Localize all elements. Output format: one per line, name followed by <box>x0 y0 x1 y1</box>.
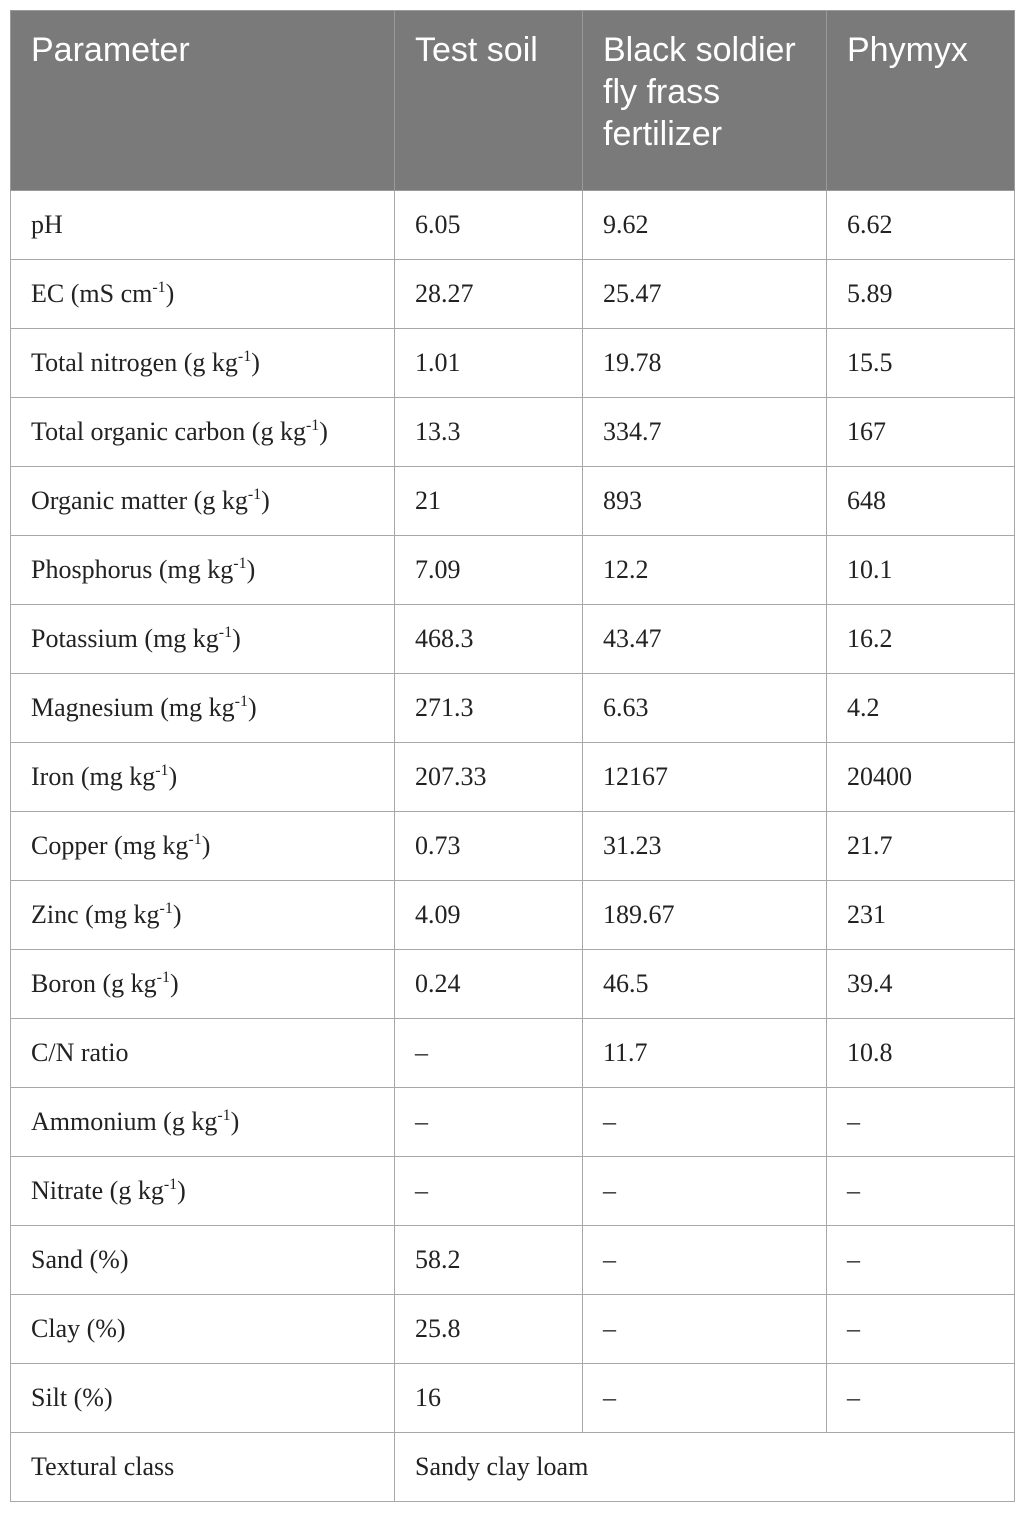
parameter-label: Total organic carbon (g kg <box>31 417 306 446</box>
table-header <box>11 11 1015 191</box>
parameter-cell <box>11 191 395 260</box>
test-soil-value: – <box>395 1019 583 1088</box>
table-row <box>11 398 1015 467</box>
parameter-label: Potassium (mg kg <box>31 624 219 653</box>
table-row <box>11 812 1015 881</box>
parameter-label: Copper (mg kg <box>31 831 189 860</box>
table-row <box>11 743 1015 812</box>
table-row <box>11 1364 1015 1433</box>
parameter-label: Zinc (mg kg <box>31 900 160 929</box>
parameter-label-close: ) <box>247 693 257 722</box>
unit-exponent: -1 <box>218 624 233 641</box>
table-row-textural-class <box>11 1433 1015 1502</box>
unit-exponent: -1 <box>237 348 252 365</box>
parameter-cell <box>11 812 395 881</box>
phymyx-value: 15.5 <box>827 329 1015 398</box>
bsf-frass-value: 334.7 <box>583 398 827 467</box>
phymyx-value: 4.2 <box>827 674 1015 743</box>
test-soil-value: 0.24 <box>395 950 583 1019</box>
unit-exponent: -1 <box>305 417 320 434</box>
parameter-label: Organic matter (g kg <box>31 486 248 515</box>
parameter-label: C/N ratio <box>31 1038 129 1067</box>
parameter-label-close: ) <box>246 555 256 584</box>
parameter-label: Sand (%) <box>31 1245 129 1274</box>
phymyx-value: 10.8 <box>827 1019 1015 1088</box>
table-row <box>11 536 1015 605</box>
parameter-cell <box>11 881 395 950</box>
parameter-label: Iron (mg kg <box>31 762 156 791</box>
header-parameter: Parameter <box>11 11 395 191</box>
unit-exponent: -1 <box>247 486 262 503</box>
phymyx-value: 16.2 <box>827 605 1015 674</box>
unit-exponent: -1 <box>234 693 248 710</box>
phymyx-value: 648 <box>827 467 1015 536</box>
bsf-frass-value: – <box>583 1157 827 1226</box>
test-soil-value: 58.2 <box>395 1226 583 1295</box>
parameter-cell <box>11 260 395 329</box>
parameter-label-close: ) <box>251 348 260 377</box>
bsf-frass-value: 9.62 <box>583 191 827 260</box>
phymyx-value: 39.4 <box>827 950 1015 1019</box>
unit-exponent: -1 <box>155 762 169 779</box>
unit-exponent: -1 <box>217 1107 231 1124</box>
parameter-cell <box>11 605 395 674</box>
parameter-label: Total nitrogen (g kg <box>31 348 238 377</box>
phymyx-value: 167 <box>827 398 1015 467</box>
test-soil-value: – <box>395 1157 583 1226</box>
bsf-frass-value: 46.5 <box>583 950 827 1019</box>
phymyx-value: 5.89 <box>827 260 1015 329</box>
table-row <box>11 467 1015 536</box>
phymyx-value: – <box>827 1088 1015 1157</box>
parameter-label: Silt (%) <box>31 1383 113 1412</box>
parameter-label: Magnesium (mg kg <box>31 693 235 722</box>
textural-class-value: Sandy clay loam <box>395 1433 1015 1502</box>
parameter-label-close: ) <box>165 279 175 308</box>
test-soil-value: 7.09 <box>395 536 583 605</box>
parameter-label: Clay (%) <box>31 1314 126 1343</box>
phymyx-value: – <box>827 1157 1015 1226</box>
phymyx-value: 21.7 <box>827 812 1015 881</box>
table-row <box>11 881 1015 950</box>
parameter-cell <box>11 329 395 398</box>
test-soil-value: – <box>395 1088 583 1157</box>
test-soil-value: 13.3 <box>395 398 583 467</box>
unit-exponent: -1 <box>159 900 173 917</box>
parameter-cell <box>11 674 395 743</box>
parameter-cell <box>11 536 395 605</box>
test-soil-value: 0.73 <box>395 812 583 881</box>
bsf-frass-value: 11.7 <box>583 1019 827 1088</box>
soil-fertilizer-properties-table <box>10 10 1015 1502</box>
test-soil-value: 16 <box>395 1364 583 1433</box>
parameter-label-close: ) <box>319 417 328 446</box>
parameter-cell <box>11 1019 395 1088</box>
parameter-label-close: ) <box>177 1176 186 1205</box>
unit-exponent: -1 <box>152 279 166 296</box>
bsf-frass-value: 31.23 <box>583 812 827 881</box>
parameter-cell <box>11 1226 395 1295</box>
parameter-label: Nitrate (g kg <box>31 1176 164 1205</box>
phymyx-value: 10.1 <box>827 536 1015 605</box>
parameter-label: EC (mS cm <box>31 279 153 308</box>
table-row <box>11 950 1015 1019</box>
parameter-cell <box>11 467 395 536</box>
parameter-label-close: ) <box>201 831 211 860</box>
parameter-label: Ammonium (g kg <box>31 1107 218 1136</box>
phymyx-value: – <box>827 1295 1015 1364</box>
parameter-cell: Textural class <box>11 1433 395 1502</box>
test-soil-value: 1.01 <box>395 329 583 398</box>
parameter-cell <box>11 743 395 812</box>
header-bsf-frass-fertilizer: Black soldier fly frass fertilizer <box>583 11 827 191</box>
test-soil-value: 21 <box>395 467 583 536</box>
parameter-label-close: ) <box>170 969 179 998</box>
parameter-label-close: ) <box>168 762 178 791</box>
bsf-frass-value: – <box>583 1295 827 1364</box>
unit-exponent: -1 <box>188 831 202 848</box>
table-row <box>11 191 1015 260</box>
parameter-label-close: ) <box>261 486 270 515</box>
table-row <box>11 1088 1015 1157</box>
test-soil-value: 6.05 <box>395 191 583 260</box>
phymyx-value: – <box>827 1226 1015 1295</box>
table-row <box>11 260 1015 329</box>
table-body <box>11 191 1015 1502</box>
test-soil-value: 25.8 <box>395 1295 583 1364</box>
table-row <box>11 329 1015 398</box>
header-test-soil: Test soil <box>395 11 583 191</box>
unit-exponent: -1 <box>156 969 170 986</box>
table-row <box>11 674 1015 743</box>
bsf-frass-value: 12167 <box>583 743 827 812</box>
parameter-label-close: ) <box>172 900 182 929</box>
table-row <box>11 605 1015 674</box>
parameter-cell <box>11 1088 395 1157</box>
bsf-frass-value: 25.47 <box>583 260 827 329</box>
phymyx-value: 20400 <box>827 743 1015 812</box>
parameter-label: Phosphorus (mg kg <box>31 555 234 584</box>
bsf-frass-value: – <box>583 1364 827 1433</box>
unit-exponent: -1 <box>163 1176 178 1193</box>
parameter-label: pH <box>31 210 63 239</box>
parameter-label-close: ) <box>230 1107 240 1136</box>
table-row <box>11 1019 1015 1088</box>
test-soil-value: 4.09 <box>395 881 583 950</box>
parameter-cell <box>11 398 395 467</box>
bsf-frass-value: 6.63 <box>583 674 827 743</box>
bsf-frass-value: – <box>583 1088 827 1157</box>
table-row <box>11 1226 1015 1295</box>
phymyx-value: – <box>827 1364 1015 1433</box>
bsf-frass-value: 43.47 <box>583 605 827 674</box>
bsf-frass-value: 189.67 <box>583 881 827 950</box>
parameter-label-close: ) <box>232 624 241 653</box>
header-phymyx: Phymyx <box>827 11 1015 191</box>
parameter-cell <box>11 1295 395 1364</box>
phymyx-value: 231 <box>827 881 1015 950</box>
test-soil-value: 468.3 <box>395 605 583 674</box>
parameter-cell <box>11 1364 395 1433</box>
parameter-cell <box>11 1157 395 1226</box>
bsf-frass-value: 893 <box>583 467 827 536</box>
test-soil-value: 207.33 <box>395 743 583 812</box>
parameter-label: Boron (g kg <box>31 969 157 998</box>
parameter-cell <box>11 950 395 1019</box>
test-soil-value: 271.3 <box>395 674 583 743</box>
table-row <box>11 1295 1015 1364</box>
table-row <box>11 1157 1015 1226</box>
unit-exponent: -1 <box>233 555 247 572</box>
bsf-frass-value: 19.78 <box>583 329 827 398</box>
bsf-frass-value: – <box>583 1226 827 1295</box>
header-row <box>11 11 1015 191</box>
bsf-frass-value: 12.2 <box>583 536 827 605</box>
test-soil-value: 28.27 <box>395 260 583 329</box>
phymyx-value: 6.62 <box>827 191 1015 260</box>
